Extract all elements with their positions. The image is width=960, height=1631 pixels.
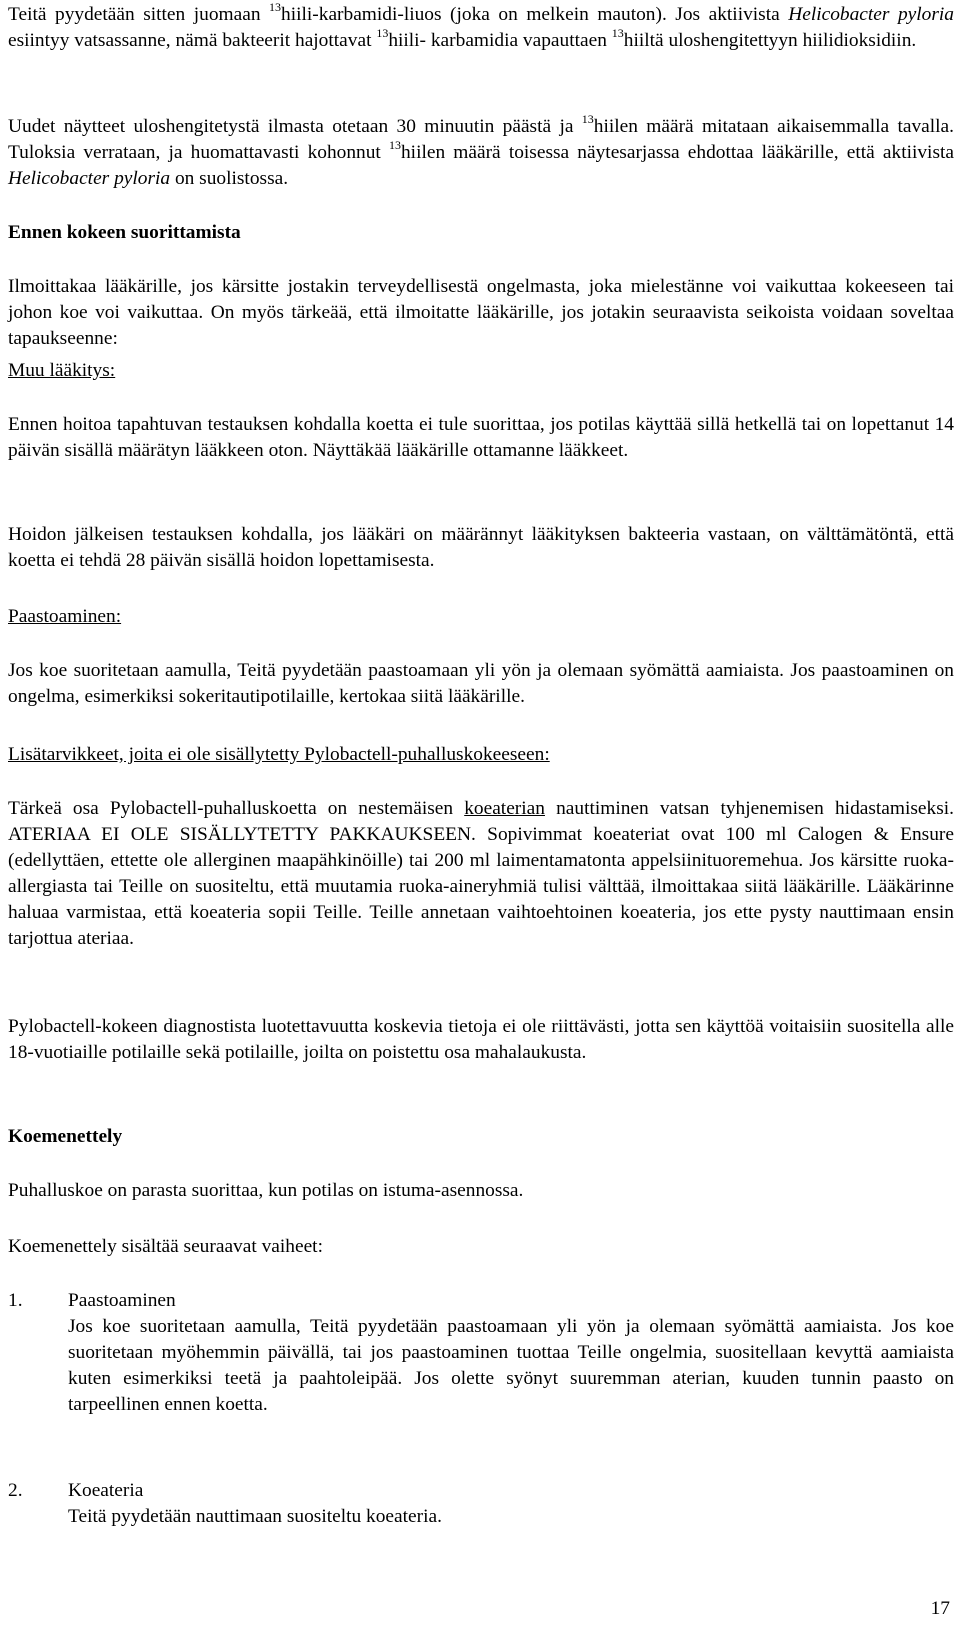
post-treatment-paragraph: Hoidon jälkeisen testauksen kohdalla, jos lääkäri on määrännyt lääkityksen bakteeria vastaan, on välttämätöntä, että koetta ei tehdä 28 päivän sisällä hoidon lopettamisesta. — [8, 524, 954, 571]
subheading-supplies: Lisätarvikkeet, joita ei ole sisällytetty Pylobactell-puhalluskokeeseen: — [8, 744, 550, 765]
sampling-paragraph: Uudet näytteet uloshengitetystä ilmasta otetaan 30 minuutin päästä ja $^{13}$hiilen määrä mitataan aikaisemmalla tavalla. Tuloksia verrataan, ja huomattavasti kohonnut $^{13}$hiilen määrä toisessa näytesarjassa ehdottaa lääkärille, että aktiivista Helicobacter pyloria on suolistossa. — [8, 112, 954, 189]
test-meal-paragraph: Tärkeä osa Pylobactell-puhalluskoetta on nestemäisen koeaterian nauttiminen vatsan tyhjenemisen hidastamiseksi. ATERIAA EI OLE SISÄLLYTETTY PAKKAUKSEEN. Sopivimmat koeateriat ovat 100 ml Calogen & Ensure (edellyttäen, ettette ole allerginen maapähkinöille) tai 200 ml laimentamatonta appelsiinituoremehua. Jos kärsitte ruoka-allergiasta tai Teille on suositeltu, että muutamia ruoka-aineryhmiä tulisi välttää, ilmoittakaa siitä lääkärille. Lääkärinne haluaa varmistaa, että koeateria sopii Teille. Teille annetaan vaihtoehtoinen koeateria, jos ette pysty nauttimaan ensin tarjottua ateriaa. — [8, 798, 955, 949]
intro-paragraph: Teitä pyydetään sitten juomaan $^{13}$hiili-karbamidi-liuos (joka on melkein mauton). Jos aktiivista Helicobacter pyloria esiintyy vatsassanne, nämä bakteerit hajottavat $^{13}$hiili- karbamidia vapauttaen $^{13}$hiiltä uloshengitettyyn hiilidioksidiin. — [8, 0, 954, 51]
medication-paragraph: Ennen hoitoa tapahtuvan testauksen kohdalla koetta ei tule suorittaa, jos potilas käyttää sillä hetkellä tai on lopettanut 14 päivän sisällä määrätyn lääkkeen oton. Näyttäkää lääkärille ottamanne lääkkeet. — [8, 414, 954, 461]
sitting-paragraph: Puhalluskoe on parasta suorittaa, kun potilas on istuma-asennossa. — [8, 1180, 524, 1201]
step-number: 2. — [8, 1480, 23, 1501]
inform-doctor-paragraph: Ilmoittakaa lääkärille, jos kärsitte jostakin terveydellisestä ongelmasta, joka mielestänne voi vaikuttaa kokeeseen tai johon koe voi vaikuttaa. On myös tärkeää, että ilmoitatte lääkärille, jos jotakin seuraavista seikoista voidaan soveltaa tapaukseenne: — [8, 276, 954, 349]
step-item-fasting — [8, 1288, 954, 1418]
step-title: Koeateria — [68, 1480, 144, 1501]
steps-intro-paragraph: Koemenettely sisältää seuraavat vaiheet: — [8, 1236, 323, 1257]
fasting-paragraph: Jos koe suoritetaan aamulla, Teitä pyydetään paastoamaan yli yön ja olemaan syömättä aamiaista. Jos paastoaminen on ongelma, esimerkiksi sokeritautipotilaille, kertokaa siitä lääkärille. — [8, 660, 954, 707]
step-title: Paastoaminen — [68, 1290, 176, 1311]
reliability-paragraph: Pylobactell-kokeen diagnostista luotettavuutta koskevia tietoja ei ole riittävästi, jotta sen käyttöä voitaisiin suositella alle 18-vuotiaille potilaille sekä potilaille, joilta on poistettu osa mahalaukusta. — [8, 1016, 954, 1063]
section-heading-before-test: Ennen kokeen suorittamista — [8, 222, 241, 243]
page-number: 17 — [930, 1598, 950, 1619]
step-body: Jos koe suoritetaan aamulla, Teitä pyydetään paastoamaan yli yön ja olemaan syömättä aamiaista. Jos koe suoritetaan myöhemmin päivällä, tai jos paastoaminen tuottaa Teille ongelmia, suositellaan kevyttä aamiaista kuten esimerkiksi teetä ja paahtoleipää. Jos olette syönyt suuremman aterian, kuuden tunnin paasto on tarpeellinen ennen koetta. — [68, 1316, 954, 1415]
section-heading-procedure: Koemenettely — [8, 1126, 123, 1147]
species-name: Helicobacter pyloria — [8, 168, 171, 189]
subheading-medication: Muu lääkitys: — [8, 360, 116, 381]
subheading-fasting: Paastoaminen: — [8, 606, 122, 627]
step-number: 1. — [8, 1290, 23, 1311]
test-meal-link[interactable]: koeaterian — [464, 798, 545, 819]
step-body: Teitä pyydetään nauttimaan suositeltu koeateria. — [68, 1506, 442, 1527]
species-name: Helicobacter pyloria — [788, 4, 954, 25]
step-item-test-meal — [8, 1478, 954, 1530]
